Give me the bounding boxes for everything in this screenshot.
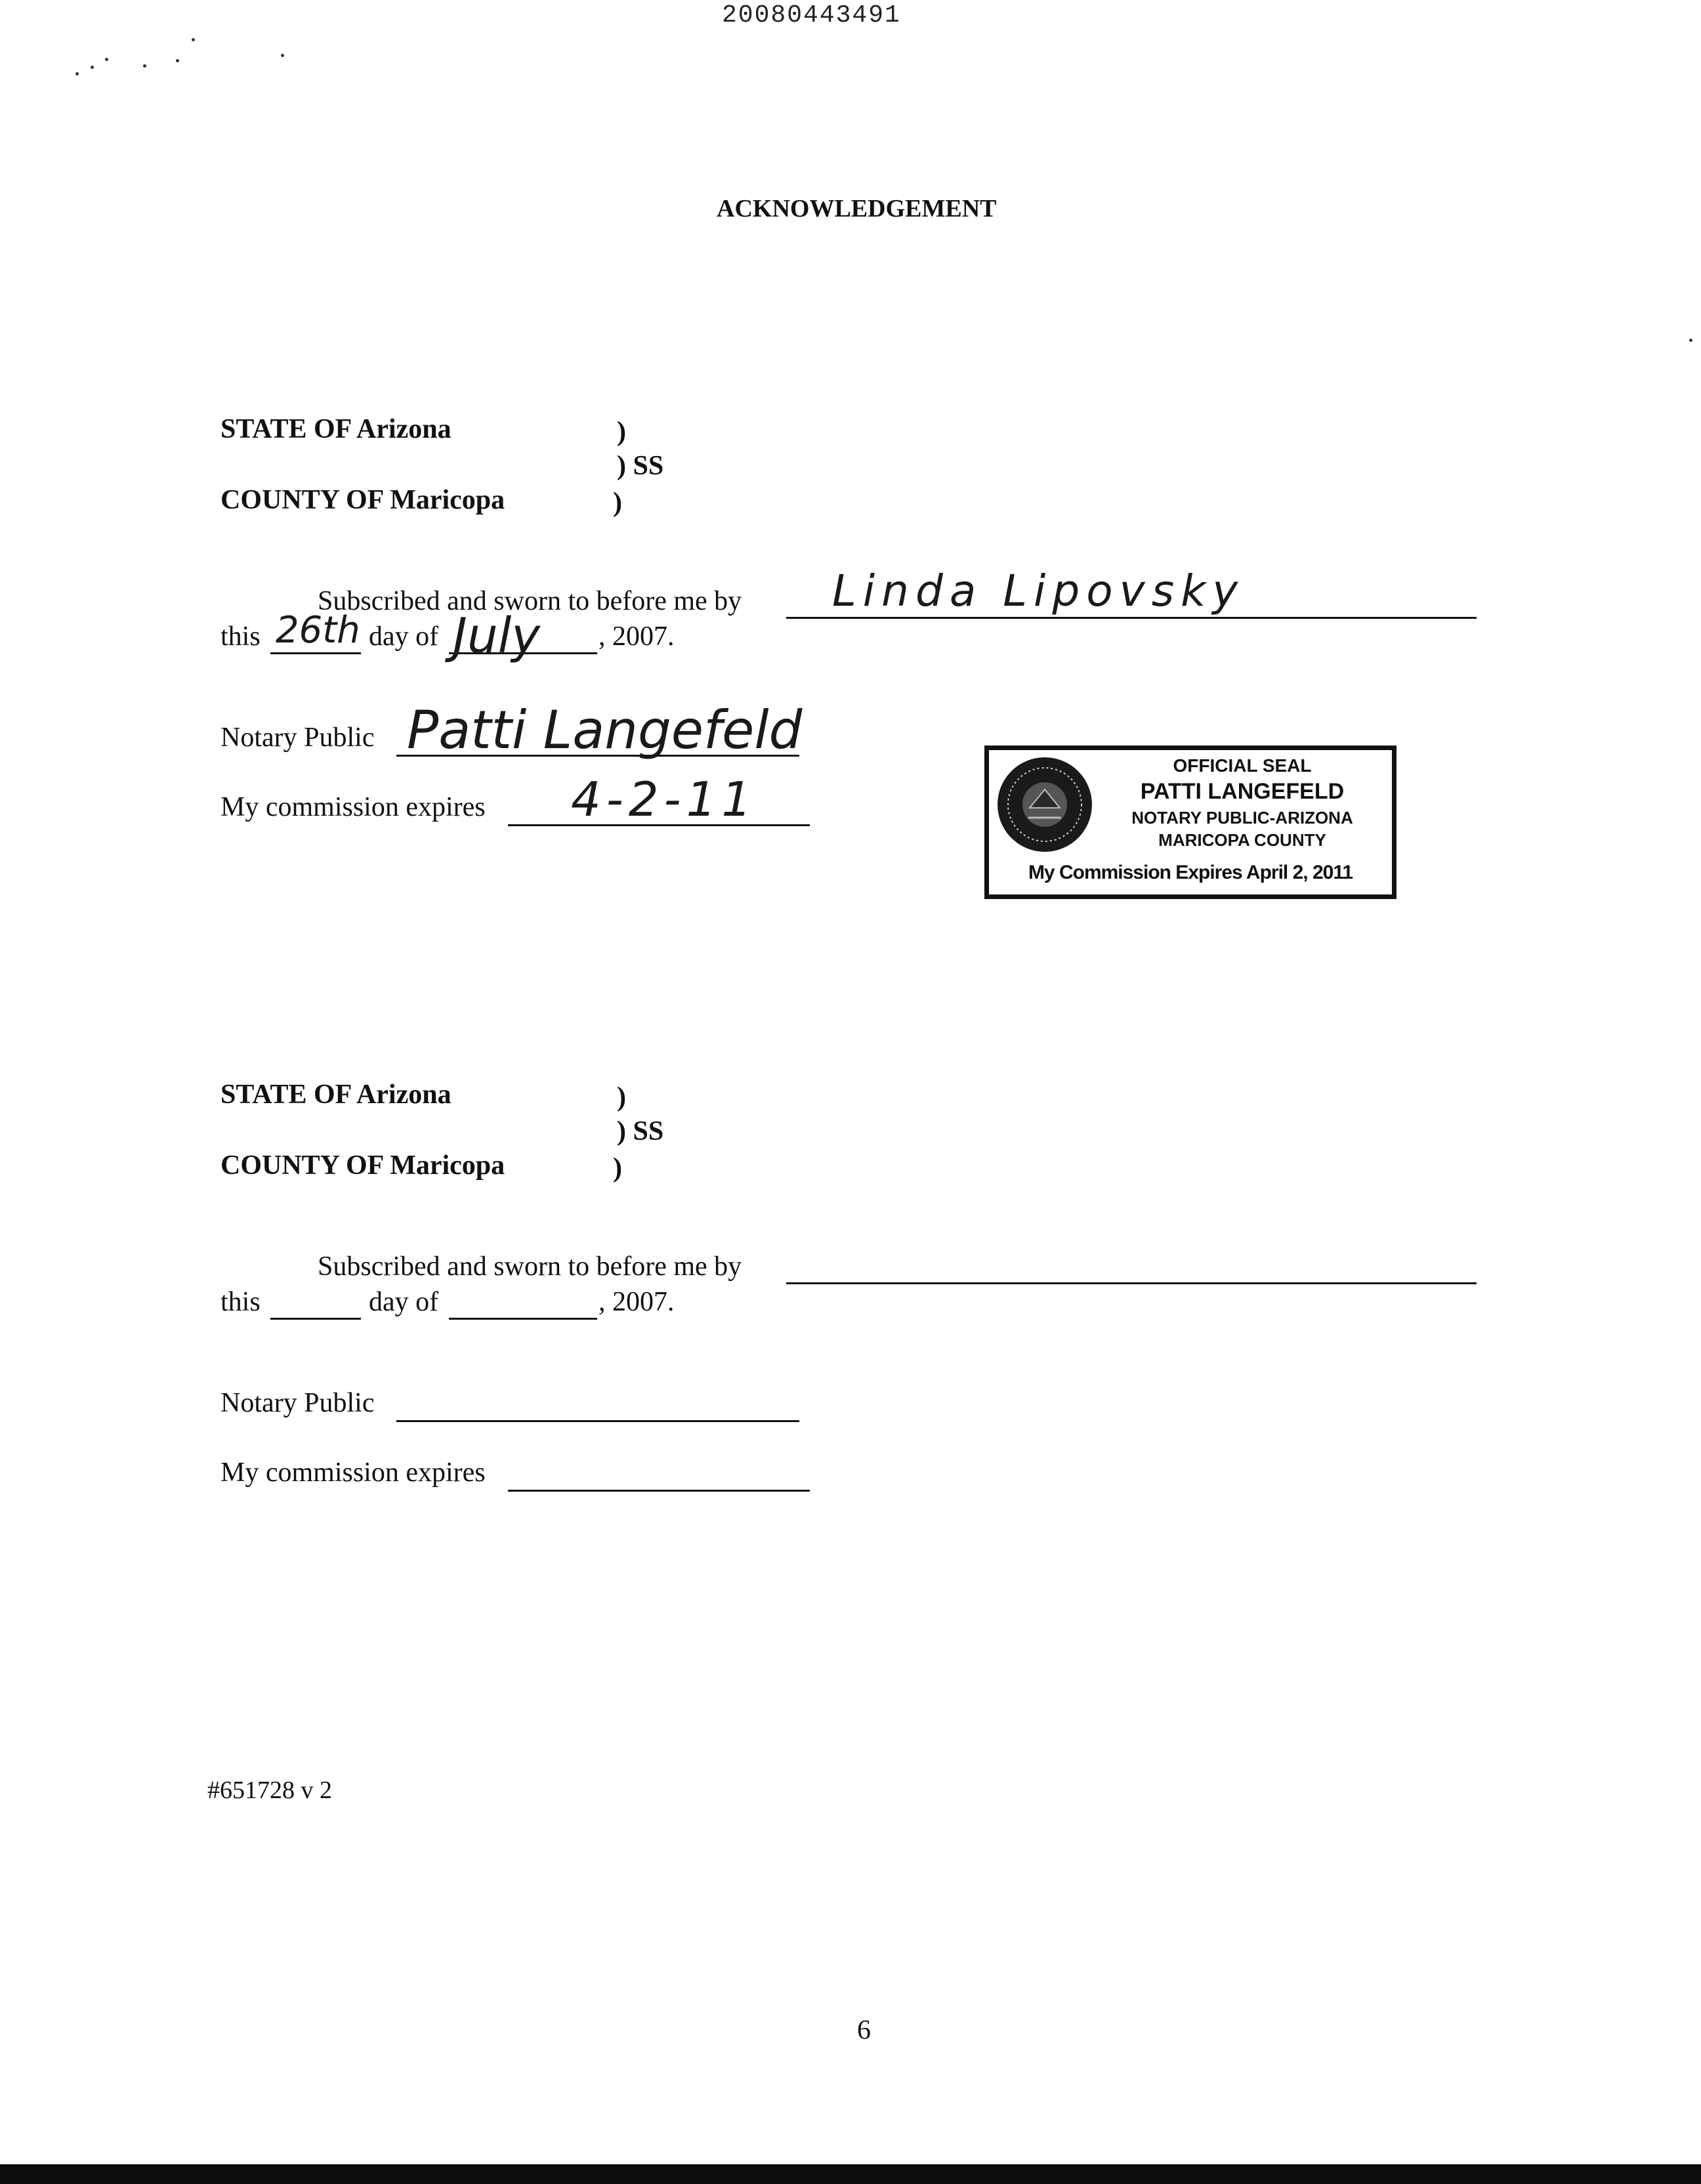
- handwritten-month: July: [453, 608, 541, 664]
- official-seal-stamp: [984, 746, 1396, 899]
- paren-ss: ) SS: [617, 1116, 664, 1146]
- handwritten-expiry: 4-2-11: [571, 772, 757, 827]
- sworn-name-line: [786, 1282, 1477, 1284]
- subscribed-text: Subscribed and sworn to before me by: [318, 1251, 742, 1282]
- commission-label: My commission expires: [220, 792, 486, 822]
- scan-border: [0, 2164, 1701, 2184]
- this-label: this: [220, 621, 261, 652]
- day-line: [270, 652, 361, 654]
- scan-speck: [105, 58, 108, 61]
- day-line: [270, 1318, 361, 1320]
- seal-line-county: MARICOPA COUNTY: [1158, 830, 1326, 850]
- handwritten-day: 26th: [276, 609, 360, 652]
- handwritten-name: Linda Lipovsky: [832, 566, 1245, 616]
- county-label: COUNTY OF Maricopa: [220, 485, 505, 515]
- scan-speck: [192, 38, 195, 41]
- scan-speck: [281, 54, 284, 57]
- notary-public-label: Notary Public: [220, 1388, 375, 1418]
- paren-top: ): [617, 1082, 626, 1112]
- notary-signature-line: [396, 1420, 799, 1422]
- scan-speck: [176, 59, 179, 62]
- county-label: COUNTY OF Maricopa: [220, 1150, 505, 1181]
- day-of-label: day of: [369, 1287, 439, 1317]
- seal-line-expiry: My Commission Expires April 2, 2011: [1028, 862, 1353, 883]
- notary-public-label: Notary Public: [220, 723, 375, 753]
- state-seal-icon: [996, 755, 1094, 854]
- seal-line-name: PATTI LANGEFELD: [1140, 779, 1345, 804]
- day-of-label: day of: [369, 621, 439, 652]
- notary-signature: Patti Langefeld: [407, 700, 803, 761]
- year-text: , 2007.: [598, 621, 675, 652]
- paren-bottom: ): [613, 488, 622, 518]
- commission-label: My commission expires: [220, 1458, 486, 1488]
- subscribed-text: Subscribed and sworn to before me by: [318, 586, 742, 616]
- scan-speck: [91, 66, 94, 69]
- state-label: STATE OF Arizona: [220, 414, 452, 444]
- page-number: 6: [857, 2015, 871, 2046]
- this-label: this: [220, 1287, 261, 1317]
- paren-bottom: ): [613, 1153, 622, 1183]
- document-number: 20080443491: [722, 1, 901, 30]
- seal-line-official: OFFICIAL SEAL: [1173, 755, 1312, 776]
- commission-line: [508, 1490, 810, 1492]
- scan-speck: [1689, 339, 1692, 342]
- sworn-name-line: [786, 617, 1477, 619]
- document-reference: #651728 v 2: [207, 1776, 332, 1804]
- year-text: , 2007.: [598, 1287, 675, 1317]
- paren-top: ): [617, 417, 626, 447]
- paren-ss: ) SS: [617, 451, 664, 481]
- page-title: ACKNOWLEDGEMENT: [717, 195, 997, 222]
- scan-speck: [143, 64, 146, 68]
- state-label: STATE OF Arizona: [220, 1080, 452, 1110]
- scan-speck: [75, 72, 79, 75]
- seal-line-notary: NOTARY PUBLIC-ARIZONA: [1131, 808, 1353, 828]
- month-line: [449, 1318, 597, 1320]
